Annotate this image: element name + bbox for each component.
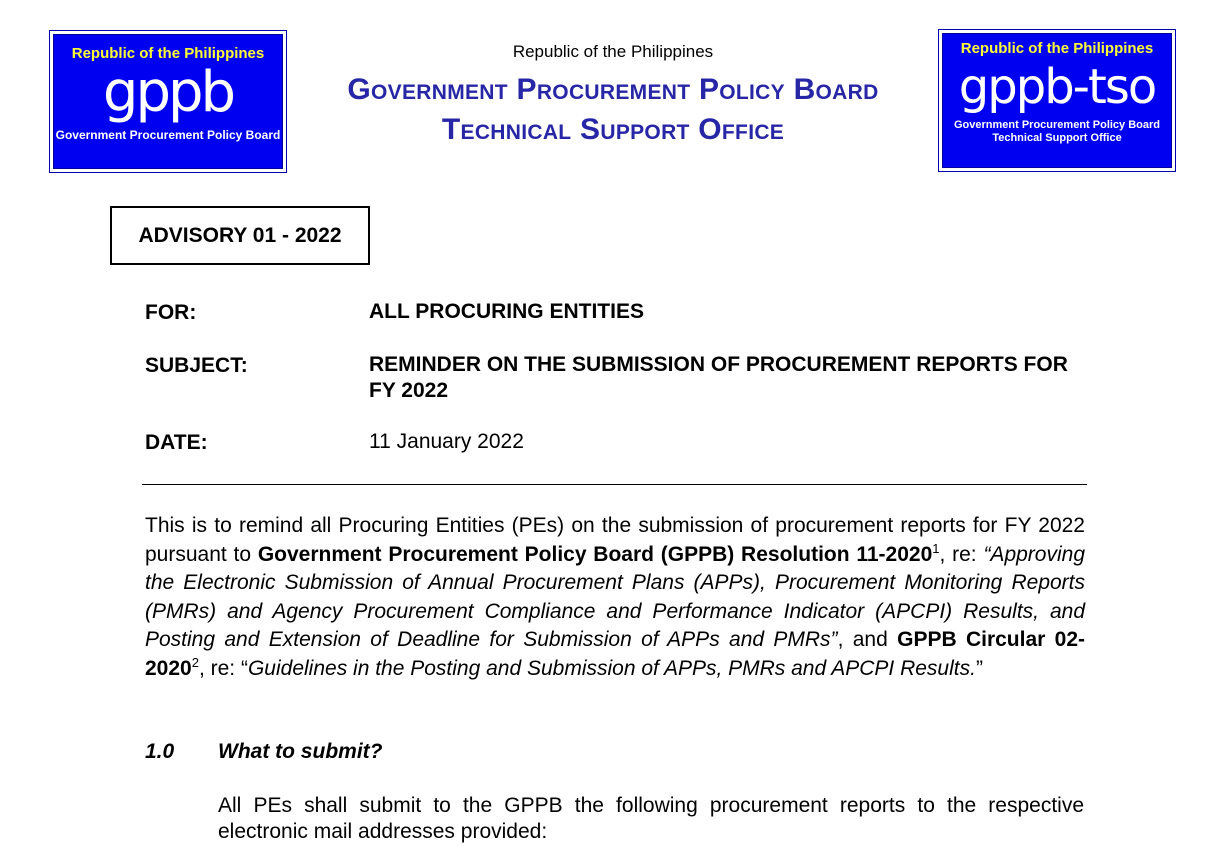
logo-country-text: Republic of the Philippines [71, 45, 265, 62]
circular-title: Guidelines in the Posting and Submission of APPs, PMRs and APCPI Results. [247, 656, 976, 680]
circular-ref: GPPB Circular 02-2020 [145, 628, 1086, 680]
gppb-logo [53, 34, 283, 169]
header-office-name: Technical Support Office [441, 113, 785, 146]
for-value: ALL PROCURING ENTITIES [369, 300, 644, 323]
section-paragraph: All PEs shall submit to the GPPB the following procurement reports to the respective electronic mail addresses provided: [218, 794, 1084, 843]
header-org-name: Government Procurement Policy Board [347, 73, 879, 106]
logo-country-text: Republic of the Philippines [960, 40, 1154, 57]
intro-text: This is to remind all Procuring Entities (PEs) on the submission of procurement reports for FY 2022 pursuant to [145, 514, 1085, 566]
intro-paragraph [145, 512, 1085, 684]
gppb-tso-logo [942, 33, 1172, 168]
letterhead [290, 42, 936, 150]
logo-office-text: Technical Support Office [992, 132, 1122, 144]
intro-text: ” [975, 656, 983, 680]
subject-value: REMINDER ON THE SUBMISSION OF PROCUREMENT REPORTS FOR FY 2022 [369, 353, 1068, 402]
section-number: 1.0 [145, 740, 175, 763]
section-title: What to submit? [218, 740, 383, 763]
header-country: Republic of the Philippines [512, 42, 714, 61]
logo-org-text: Government Procurement Policy Board [55, 128, 281, 142]
logo-mark: gppb-tso [958, 59, 1156, 115]
date-value: 11 January 2022 [369, 430, 524, 453]
footnote-ref-1[interactable]: 1 [932, 540, 940, 556]
intro-text: , re: “ [198, 656, 248, 680]
resolution-ref: Government Procurement Policy Board (GPPB) Resolution 11-2020 [257, 542, 933, 566]
advisory-number-box: ADVISORY 01 - 2022 [110, 206, 370, 265]
resolution-title: “Approving the Electronic Submission of Annual Procurement Plans (APPs), Procurement Monitoring Reports (PMRs) and Agency Procurement Compliance and Performance Indicator (APCPI) Results, and Posting and Extension of Deadline for Submission of APPs and PMRs” [145, 542, 1085, 652]
for-label: FOR: [145, 301, 197, 324]
divider-line [142, 484, 1087, 485]
logo-org-text: Government Procurement Policy Board [954, 119, 1160, 131]
footnote-ref-2[interactable]: 2 [191, 654, 199, 670]
date-label: DATE: [145, 431, 208, 454]
subject-label: SUBJECT: [145, 354, 248, 377]
intro-text: , re: [939, 542, 984, 566]
logo-mark: gppb [102, 60, 234, 125]
intro-text: , and [837, 628, 898, 652]
